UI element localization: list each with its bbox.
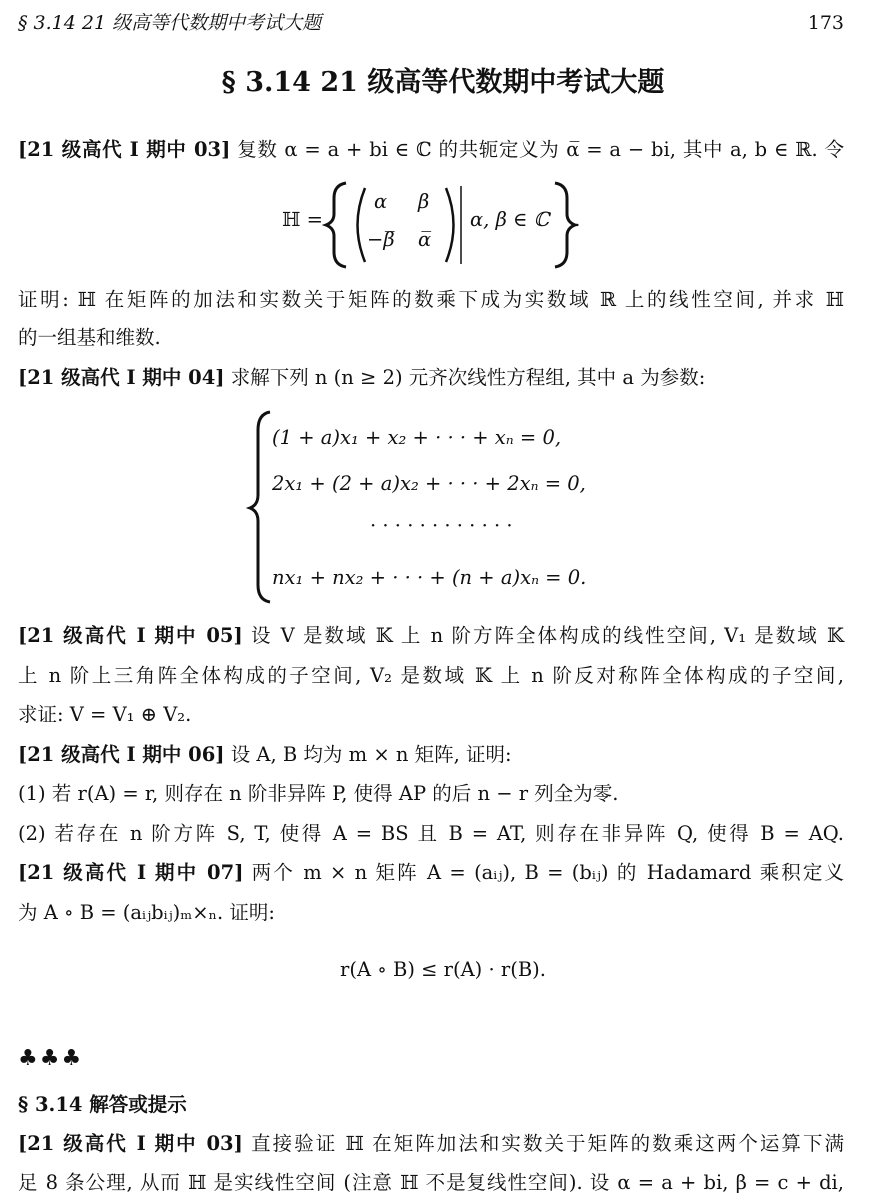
problem-05-text: 设 V 是数域 𝕂 上 n 阶方阵全体构成的线性空间, V₁ 是数域 𝕂 (250, 624, 844, 647)
solutions-heading: § 3.14 解答或提示 (18, 1093, 187, 1116)
page-number: 173 (807, 12, 844, 34)
problem-05-line1 (18, 620, 844, 648)
problem-06-tag: [21 级高代 I 期中 06] (18, 743, 225, 766)
problem-07-display: r(A ∘ B) ≤ r(A) · r(B). (340, 958, 546, 981)
problem-07-text: 两个 m × n 矩阵 A = (aᵢⱼ), B = (bᵢⱼ) 的 Hadamard 乘积定义 (251, 861, 845, 884)
problem-05-line2: 上 n 阶上三角阵全体构成的子空间, V₂ 是数域 𝕂 上 n 阶反对称阵全体构成的子空间, (18, 664, 844, 687)
problem-05-line3: 求证: V = V₁ ⊕ V₂. (18, 703, 192, 726)
problem-06-item2: (2) 若存在 n 阶方阵 S, T, 使得 A = BS 且 B = AT, 则存在非异阵 Q, 使得 B = AQ. (18, 822, 844, 845)
solution-03-line1 (18, 1128, 844, 1156)
problem-07-tag: [21 级高代 I 期中 07] (18, 861, 244, 884)
problem-06-item1: (1) 若 r(A) = r, 则存在 n 阶非异阵 P, 使得 AP 的后 n − r 列全为零. (18, 782, 619, 805)
solution-03-text: 直接验证 ℍ 在矩阵加法和实数关于矩阵的数乘这两个运算下满 (251, 1132, 844, 1155)
problem-04-tag: [21 级高代 I 期中 04] (18, 366, 225, 389)
solution-03-tag: [21 级高代 I 期中 03] (18, 1132, 243, 1155)
equation-1: (1 + a)x₁ + x₂ + · · · + xₙ = 0, (272, 426, 562, 449)
set-h-condition: α, β ∈ ℂ (470, 208, 550, 231)
matrix-entry-12: β (418, 190, 430, 213)
set-h-lhs: ℍ = (282, 208, 323, 231)
section-title: § 3.14 21 级高等代数期中考试大题 (221, 67, 665, 98)
equation-2: 2x₁ + (2 + a)x₂ + · · · + 2xₙ = 0, (272, 472, 586, 495)
problem-05-tag: [21 级高代 I 期中 05] (18, 624, 243, 647)
equation-n: nx₁ + nx₂ + · · · + (n + a)xₙ = 0. (272, 566, 587, 589)
solution-03-line2: 足 8 条公理, 从而 ℍ 是实线性空间 (注意 ℍ 不是复线性空间). 设 α = a + bi, β = c + di, (18, 1171, 844, 1194)
problem-03-text: 复数 α = a + bi ∈ ℂ 的共轭定义为 α̅ = a − bi, 其中 a, b ∈ ℝ. 令 (237, 138, 845, 161)
problem-06-line1 (18, 739, 844, 767)
problem-03-line2: 证明: ℍ 在矩阵的加法和实数关于矩阵的数乘下成为实数域 ℝ 上的线性空间, 并求 ℍ (18, 288, 844, 311)
problem-04-text: 求解下列 n (n ≥ 2) 元齐次线性方程组, 其中 a 为参数: (230, 366, 706, 389)
running-title: § 3.14 21 级高等代数期中考试大题 (18, 12, 322, 34)
matrix-entry-21: −β̅ (367, 228, 395, 251)
matrix-entry-11: α (374, 190, 388, 213)
problem-03-tag: [21 级高代 I 期中 03] (18, 138, 231, 161)
equation-dots: · · · · · · · · · · · · (370, 514, 513, 537)
problem-07-line1 (18, 857, 844, 885)
clubs-separator: ♣♣♣ (18, 1046, 84, 1071)
problem-06-text: 设 A, B 均为 m × n 矩阵, 证明: (230, 743, 512, 766)
matrix-entry-22: α̅ (418, 228, 432, 251)
problem-03-line3: 的一组基和维数. (18, 326, 161, 349)
problem-07-line2: 为 A ∘ B = (aᵢⱼbᵢⱼ)ₘ×ₙ. 证明: (18, 901, 275, 924)
set-h-period: . (574, 208, 581, 231)
